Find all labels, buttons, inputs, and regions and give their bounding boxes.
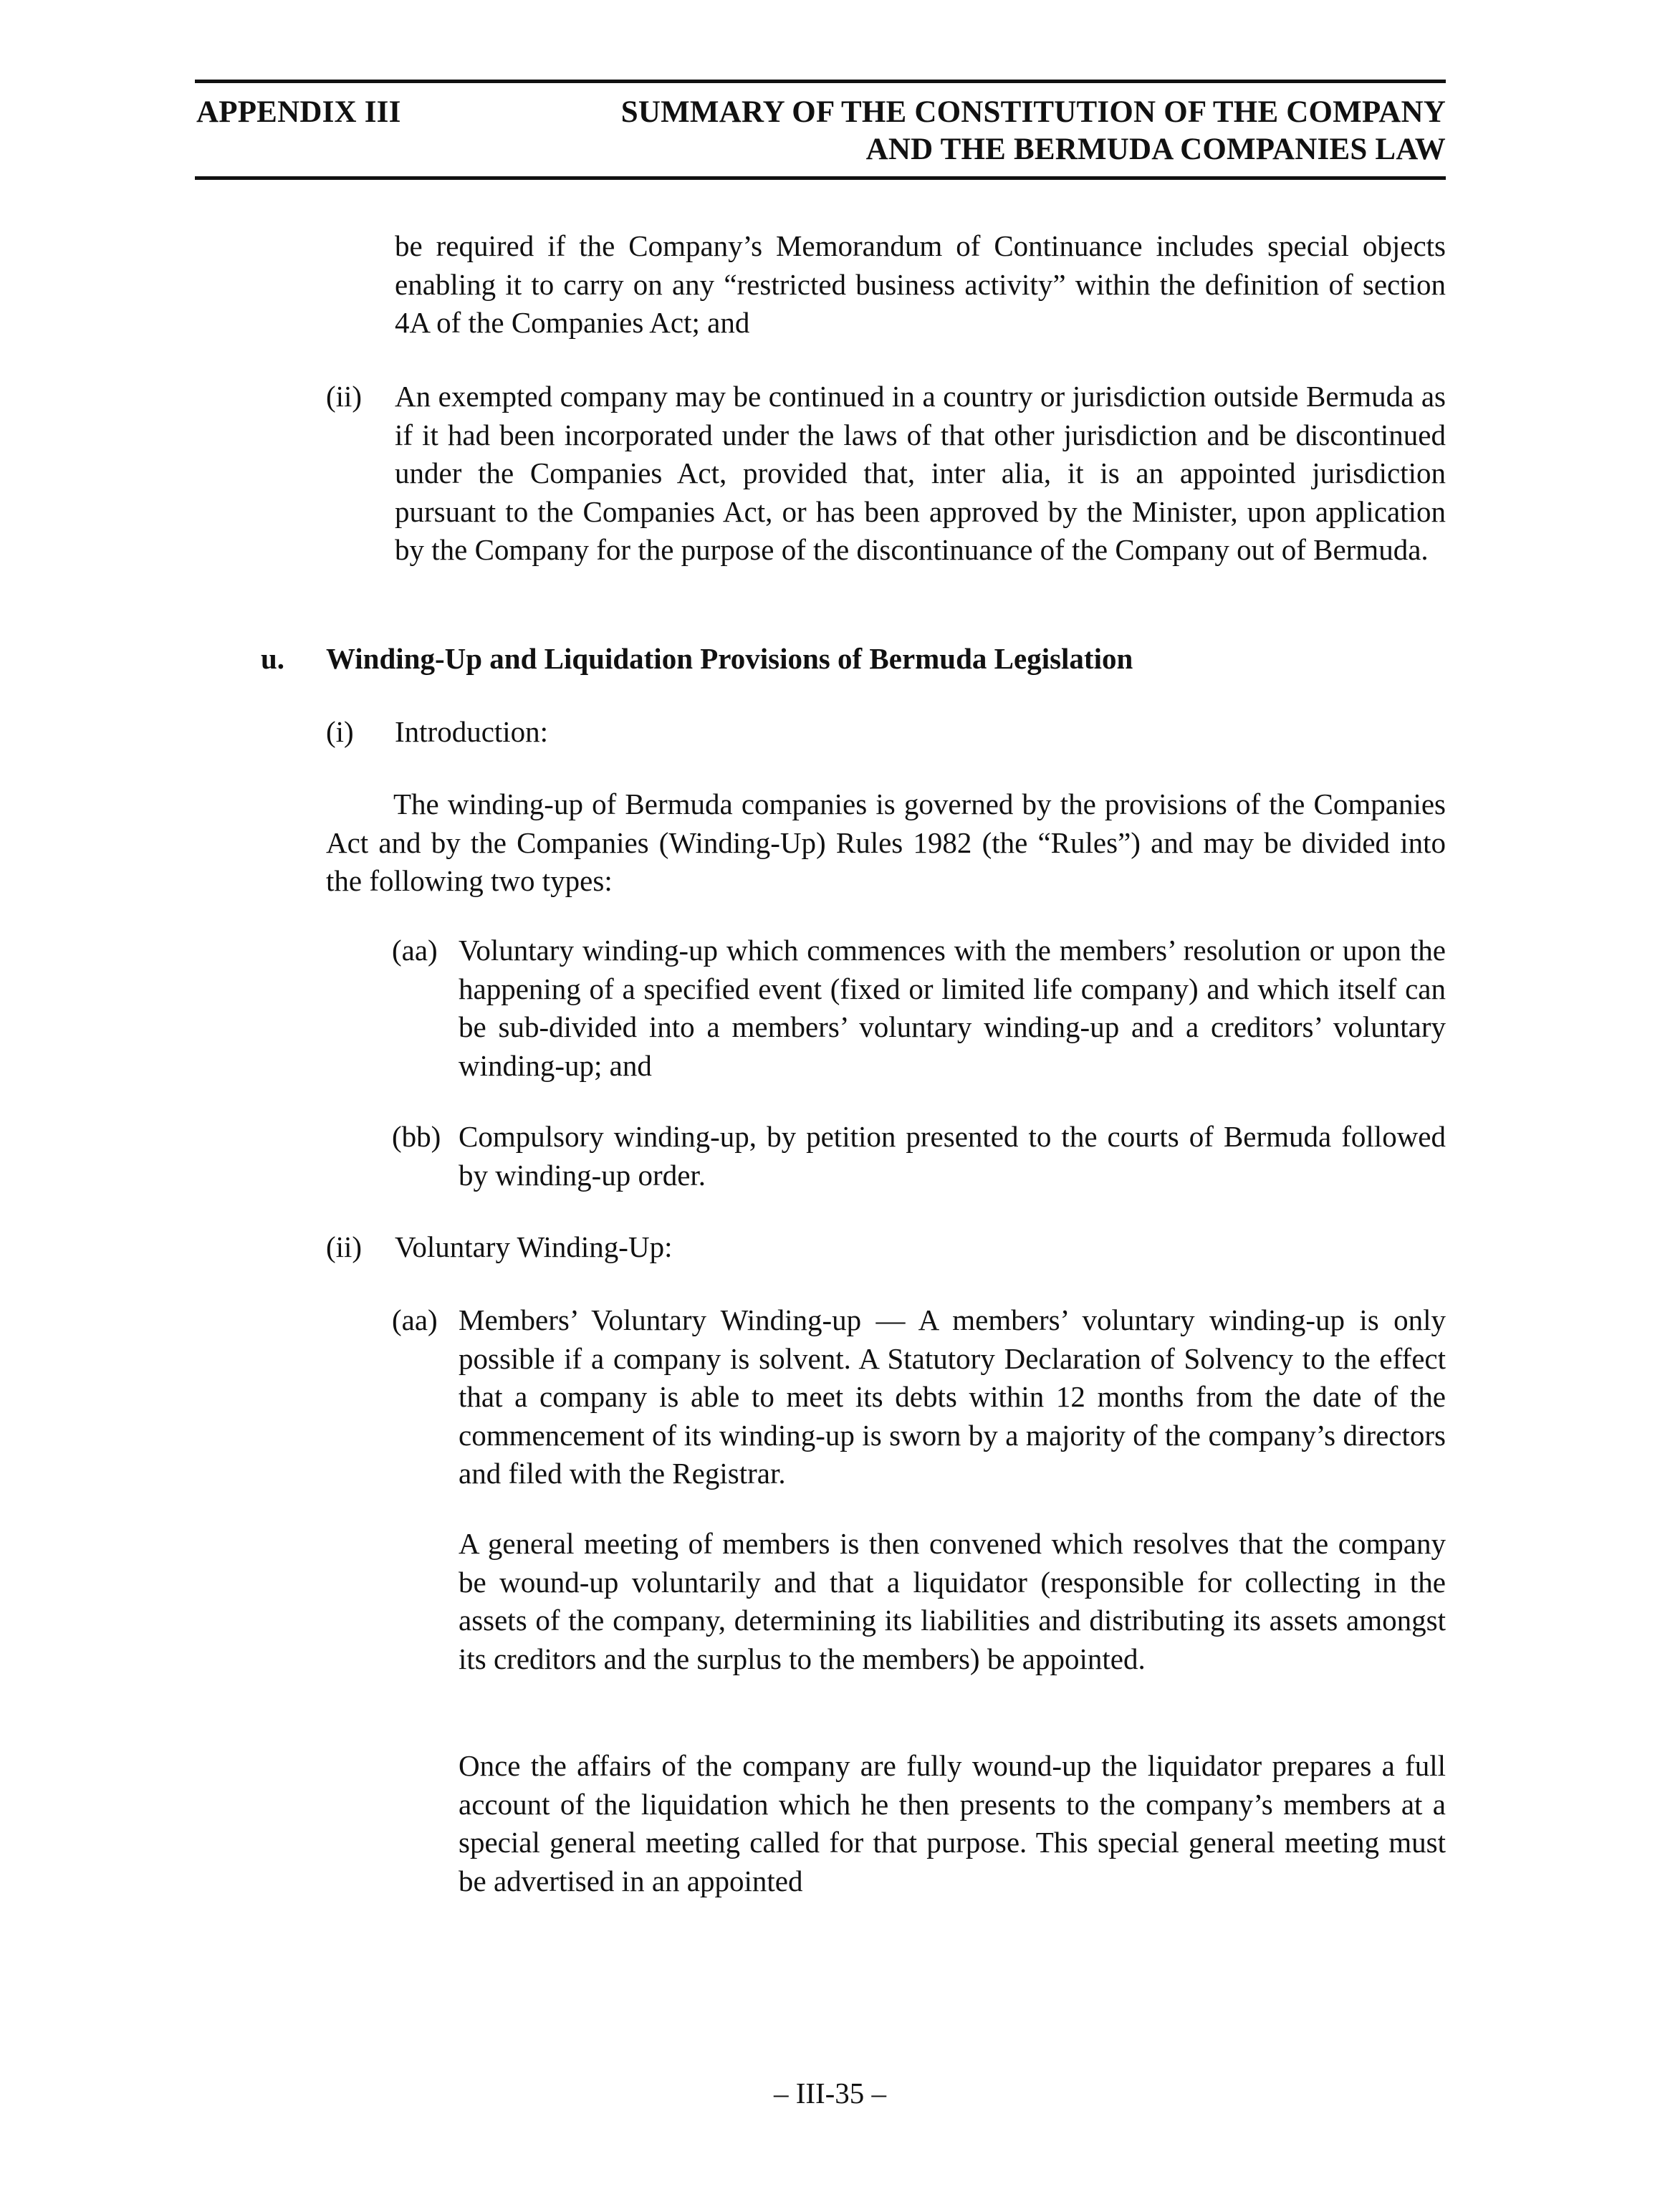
item-i-heading: Introduction: [395,715,549,748]
item-aa-members-label: (aa) [392,1303,438,1336]
item-aa-label: (aa) [392,934,438,967]
header-title [621,94,1446,168]
liquidation-account-paragraph: Once the affairs of the company are fully wound-up the liquidator prepares a full account of the liquidation which he then presents to the company’s members at a special general meeting called for that purpose. This special general meeting must be advertised in an appointed [459,1749,1446,1897]
item-aa-text: Voluntary winding-up which commences with the members’ resolution or upon the happening of a specified event (fixed or limited life company) and which itself can be sub-divided into a members’ voluntary winding-up and a creditors’ voluntary winding-up; and [459,934,1446,1082]
section-u-label: u. [261,642,285,675]
continuation-paragraph: be required if the Company’s Memorandum of Continuance includes special objects enabling it to carry on any “restricted business activity” within the definition of section 4A of the Companies Act; and [395,229,1446,339]
item-bb-label: (bb) [392,1120,441,1153]
header-top-rule [195,80,1446,83]
members-voluntary-paragraph: Members’ Voluntary Winding-up — A members’ voluntary winding-up is only possible if a company is solvent. A Statutory Declaration of Solvency to the effect that a company is able to meet its debts within 12 months from the date of the commencement of its winding-up is sworn by a majority of the company’s directors and filed with the Registrar. [459,1303,1446,1490]
section-u-heading: Winding-Up and Liquidation Provisions of Bermuda Legislation [326,642,1133,675]
item-ii-text: An exempted company may be continued in a country or jurisdiction outside Bermuda as if it had been incorporated under the laws of that other jurisdiction and be discontinued under the Companies Act, provided that, inter alia, it is an appointed jurisdiction pursuant to the Companies Act, or has been approved by the Minister, upon application by the Company for the purpose of the discontinuance of the Company out of Bermuda. [395,380,1446,566]
general-meeting-paragraph: A general meeting of members is then convened which resolves that the company be wound-up voluntarily and that a liquidator (responsible for collecting in the assets of the company, determining its liabilities and distributing its assets amongst its creditors and the surplus to the members) be appointed. [459,1527,1446,1675]
header-title-line-2: AND THE BERMUDA COMPANIES LAW [865,133,1446,166]
appendix-label: APPENDIX III [196,95,401,129]
item-i-label: (i) [326,715,354,748]
header-title-line-1: SUMMARY OF THE CONSTITUTION OF THE COMPANY [620,95,1446,129]
item-ii-label: (ii) [326,380,363,413]
introduction-paragraph: The winding-up of Bermuda companies is governed by the provisions of the Companies Act and by the Companies (Winding-Up) Rules 1982 (the “Rules”) and may be divided into the following two types: [326,787,1446,897]
page-number: – III-35 – [773,2077,887,2110]
item-ii-voluntary-label: (ii) [326,1230,363,1263]
item-bb-text: Compulsory winding-up, by petition presented to the courts of Bermuda followed by winding-up order. [459,1120,1446,1192]
item-ii-voluntary-heading: Voluntary Winding-Up: [395,1230,673,1263]
header-bottom-rule [195,176,1446,180]
